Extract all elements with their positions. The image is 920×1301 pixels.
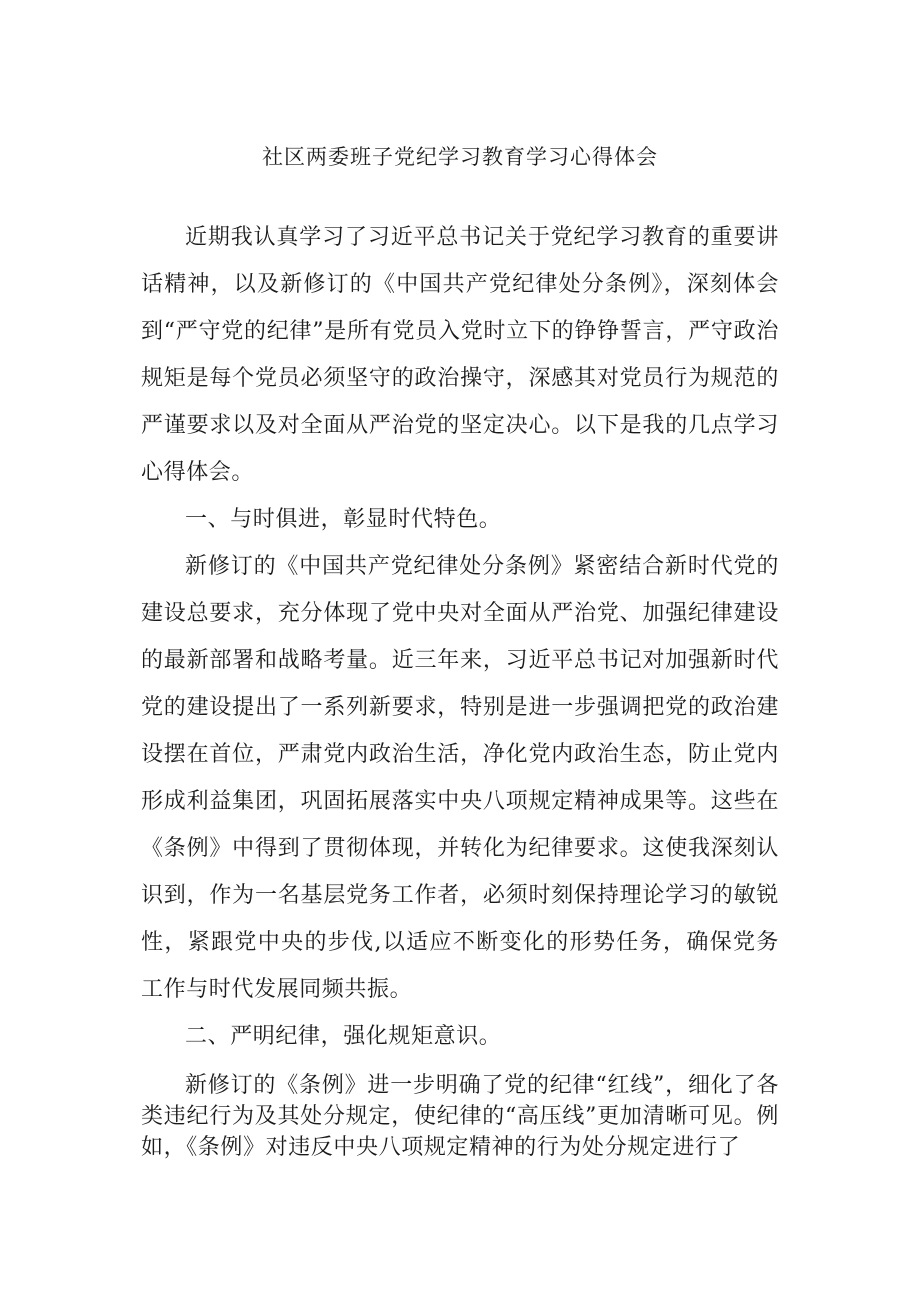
section-heading-2: 二、严明纪律，强化规矩意识。 bbox=[185, 1024, 502, 1049]
document-title: 社区两委班子党纪学习教育学习心得体会 bbox=[262, 145, 658, 169]
section-1-paragraph: 新修订的《中国共产党纪律处分条例》紧密结合新时代党的建设总要求，充分体现了党中央对全面从严治党、加强纪律建设的最新部署和战略考量。近三年来，习近平总书记对加强新时代党的建设提出了一系列新要求，特别是进一步强调把党的政治建设摆在首位，严肃党内政治生活，净化党内政治生态，防止党内形成利益集团，巩固拓展落实中央八项规定精神成果等。这些在《条例》中得到了贯彻体现，并转化为纪律要求。这使我深刻认识到，作为一名基层党务工作者，必须时刻保持理论学习的敏锐性，紧跟党中央的步伐,以适应不断变化的形势任务，确保党务工作与时代发展同频共振。 bbox=[141, 554, 779, 1002]
section-2-paragraph: 新修订的《条例》进一步明确了党的纪律“红线”，细化了各类违纪行为及其处分规定，使纪律的“高压线”更加清晰可见。例如，《条例》对违反中央八项规定精神的行为处分规定进行了 bbox=[141, 1073, 779, 1160]
intro-paragraph: 近期我认真学习了习近平总书记关于党纪学习教育的重要讲话精神，以及新修订的《中国共产党纪律处分条例》，深刻体会到“严守党的纪律”是所有党员入党时立下的铮铮誓言，严守政治规矩是每个党员必须坚守的政治操守，深感其对党员行为规范的严谨要求以及对全面从严治党的坚定决心。以下是我的几点学习心得体会。 bbox=[141, 225, 779, 485]
section-heading-1: 一、与时俱进，彰显时代特色。 bbox=[185, 507, 502, 532]
document-body bbox=[141, 214, 779, 1163]
